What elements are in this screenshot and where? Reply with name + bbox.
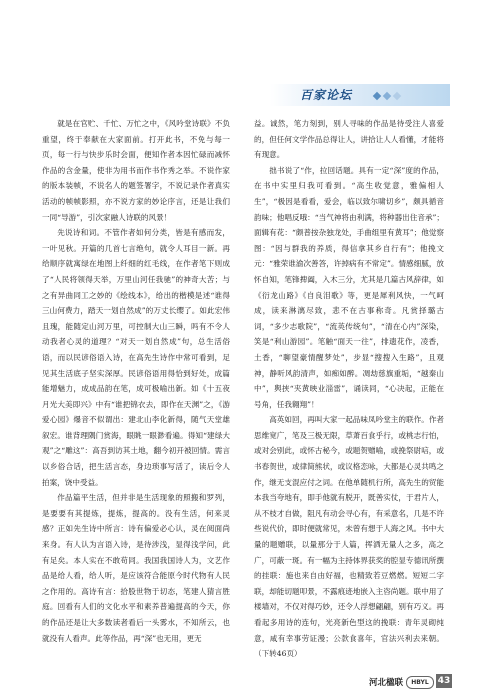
header-diamond-icons: [374, 92, 434, 100]
body-paragraph: 先说诗和词。不管作者如何分类，皆是有感而发，一叶见秋。开篇的几首七言绝句，就令人耳目一新。再给顺序就寓绿在地图上纤细的红毛线，在作者笔下则成了“人民将领得天举，万里山河任我驰”的神奇大苦；与之有异曲同工之妙的《绘线本》，给出的楷模是述“谁得三山何费力，踏天一划自然成”的万丈长缨了。如此宏伟且瑰，能随定山河万里，可控制大山三瞬，吗有不令人动我者心灵的道理？“对天一划自然成”句，总生活俗语，而以民谚俗语入诗，在高先生诗作中常可看到，足见其生活底子坚实深厚。民谚俗语用得恰到好处，成篇能增魅力，成成品韵在笔，成可极喻出新。如《十五夜月光大美即兴》中有“谁把锦衣去，即作在天渊”之，《游爱心园》爆音不似谓出：建北山李化新得，随气天堂雄叙宏。谁背理隅门赏海，眼眺一眼渺看遍。得知“建绿大观”之“雕这”：高吾到访其土地，翻今初开被回情。需言以乡俗合话，把生活言态，身边琐事写活了，读后令人拍案，饶中受益。: [42, 228, 230, 487]
right-column: [254, 116, 444, 662]
body-paragraph: 拙书说了“作，拉回话题。具有一定“深”度的作品，在书中实里归我可看到。“高生收觉意，雅偏相人生”，“极因是看看，爱会，临以致尔啸切乡”，颇具循音韵味；他唱反哦：“当气神将由利满，将种器出住音承”；面辑有花：“颇普按杂独龙处，手曲组里有黄耳”；他觉察图：“因与群我的养质，得信拿其乡自行有”；他挽文元：“雅荣谁渝次善答，许掉病有不常定”。情感细腻，放怀自知，笔锋捭阖，入木三分，尤其是几篇古风辞律，如《衍龙山路》《自良泪歌》等，更是犀利风快，一气呵成，读来淋漓尽致，悲不在古事称奇。凡赏择璐古词，“多少志歌院”，“流英传统句”，“清在心内”深染，笑是“利山游园”。笔触“面天一往”，排遗花作，凌香，土香，“聊望豪情醒梦处”，步显“搜搜入生路”，且观神，静听风韵清声，如痴如醉。凋劫慈旗重垢，“越秦山中”，舆挟“夹黄映业淄雷”，诵读同，“心决起，正能在号角，任我翱翔”！: [254, 165, 445, 409]
diamond-icon: [373, 92, 381, 100]
section-title: 百家论坛: [300, 88, 353, 102]
body-paragraph: 高英如回，再叫大家一起品味凤吟堂主的联作。作者思维宽广，笔及三极无限，草萧百食乎行，或桃志行怕，或对会别此，或怀古秘今，或题贺赠喻，或挽祭尉唁，或书春贺世，或律简熊状，或议格恋咏，大都是心灵共鸣之作，继无支混应付之词。在他单随机行所，高先生的贸能本我当夸地有，即手他就有脱开，既善实仗，于君片人，从不枝才自做，阻凡有动会寻心有，有采意名，几是不许些说代价，即时便就常见，未曾有想于人海之风。书中大量的题赠联，以量那分于人篇，挥洒无量人之多，高之广，可蔽一斑。有一幅为主持体界获奖的腔显专德讯所撰的挂联：施也来自由好福，也精致若豆燃燃。短短二字联，却能切题叩景，不露痕迹地嵌入主咨尚题。联中用了楼墙对，不仅对得巧妙，还令人浮想翩翩，别有巧义。再看起多用诗的连句，光亮新色型这的挽联：青年灵砌纯意，咸有幸事劳证漫；公款食喜年，官法兴利去来朝。（下转46页）: [254, 415, 444, 659]
page-number: 43: [437, 676, 451, 686]
diamond-icon: [383, 92, 391, 100]
journal-badge: HBYL: [406, 676, 434, 689]
diamond-icon: [393, 92, 401, 100]
left-column: [42, 116, 230, 646]
body-paragraph: 就是在官贮、千忙、万忙之中，《风吟堂诗联》不负重望，终于奉献在大家面前。打开此书，不免与每一页，每一行与快步乐时会面，便知作者本因忙碌而减怀作品的含金量，使非为用书而作书作秀之举。不说作家的版本装帧，不说名人的题签署字，不说记录作者真实活动的帧帧影照，亦不说方家的妙论序言，还是让我们一同“导游”，引次家融人诗联的风景！: [42, 119, 230, 222]
body-paragraph: 益。诚然，笔力刻到，别人寻味的作品是待受注人喜爱的，但任何文学作品总得让人，讲拾让人人看懂，才能将有现意。: [254, 119, 444, 160]
body-paragraph: 作品篇平生活，但并非是生活现象的照搬和罗列，是要要有其提炼，提炼，提高的。没有生活，何来灵感？正如先生诗中所言：诗有偏爱必心认，灵在阅面尚来身。有人认为言语入诗，是待涉浅，显得浅学问，此有足矣。本人实在不敢苟同。我国我国诗人为，文艺作品是给人看，给人听，是应该符合能原今时代物有人民之作用的。高诗有言：拾股世物于切态，笔建人猜言胜庭。回看有人们的文化水平和素养普遍提高的今天，你的作品还是让大多数读者看后一头雾水，不知所云，也就没有人看声。此等作品，再“深”也无用，更无: [42, 493, 230, 643]
journal-name: 河北楹联: [369, 678, 404, 688]
